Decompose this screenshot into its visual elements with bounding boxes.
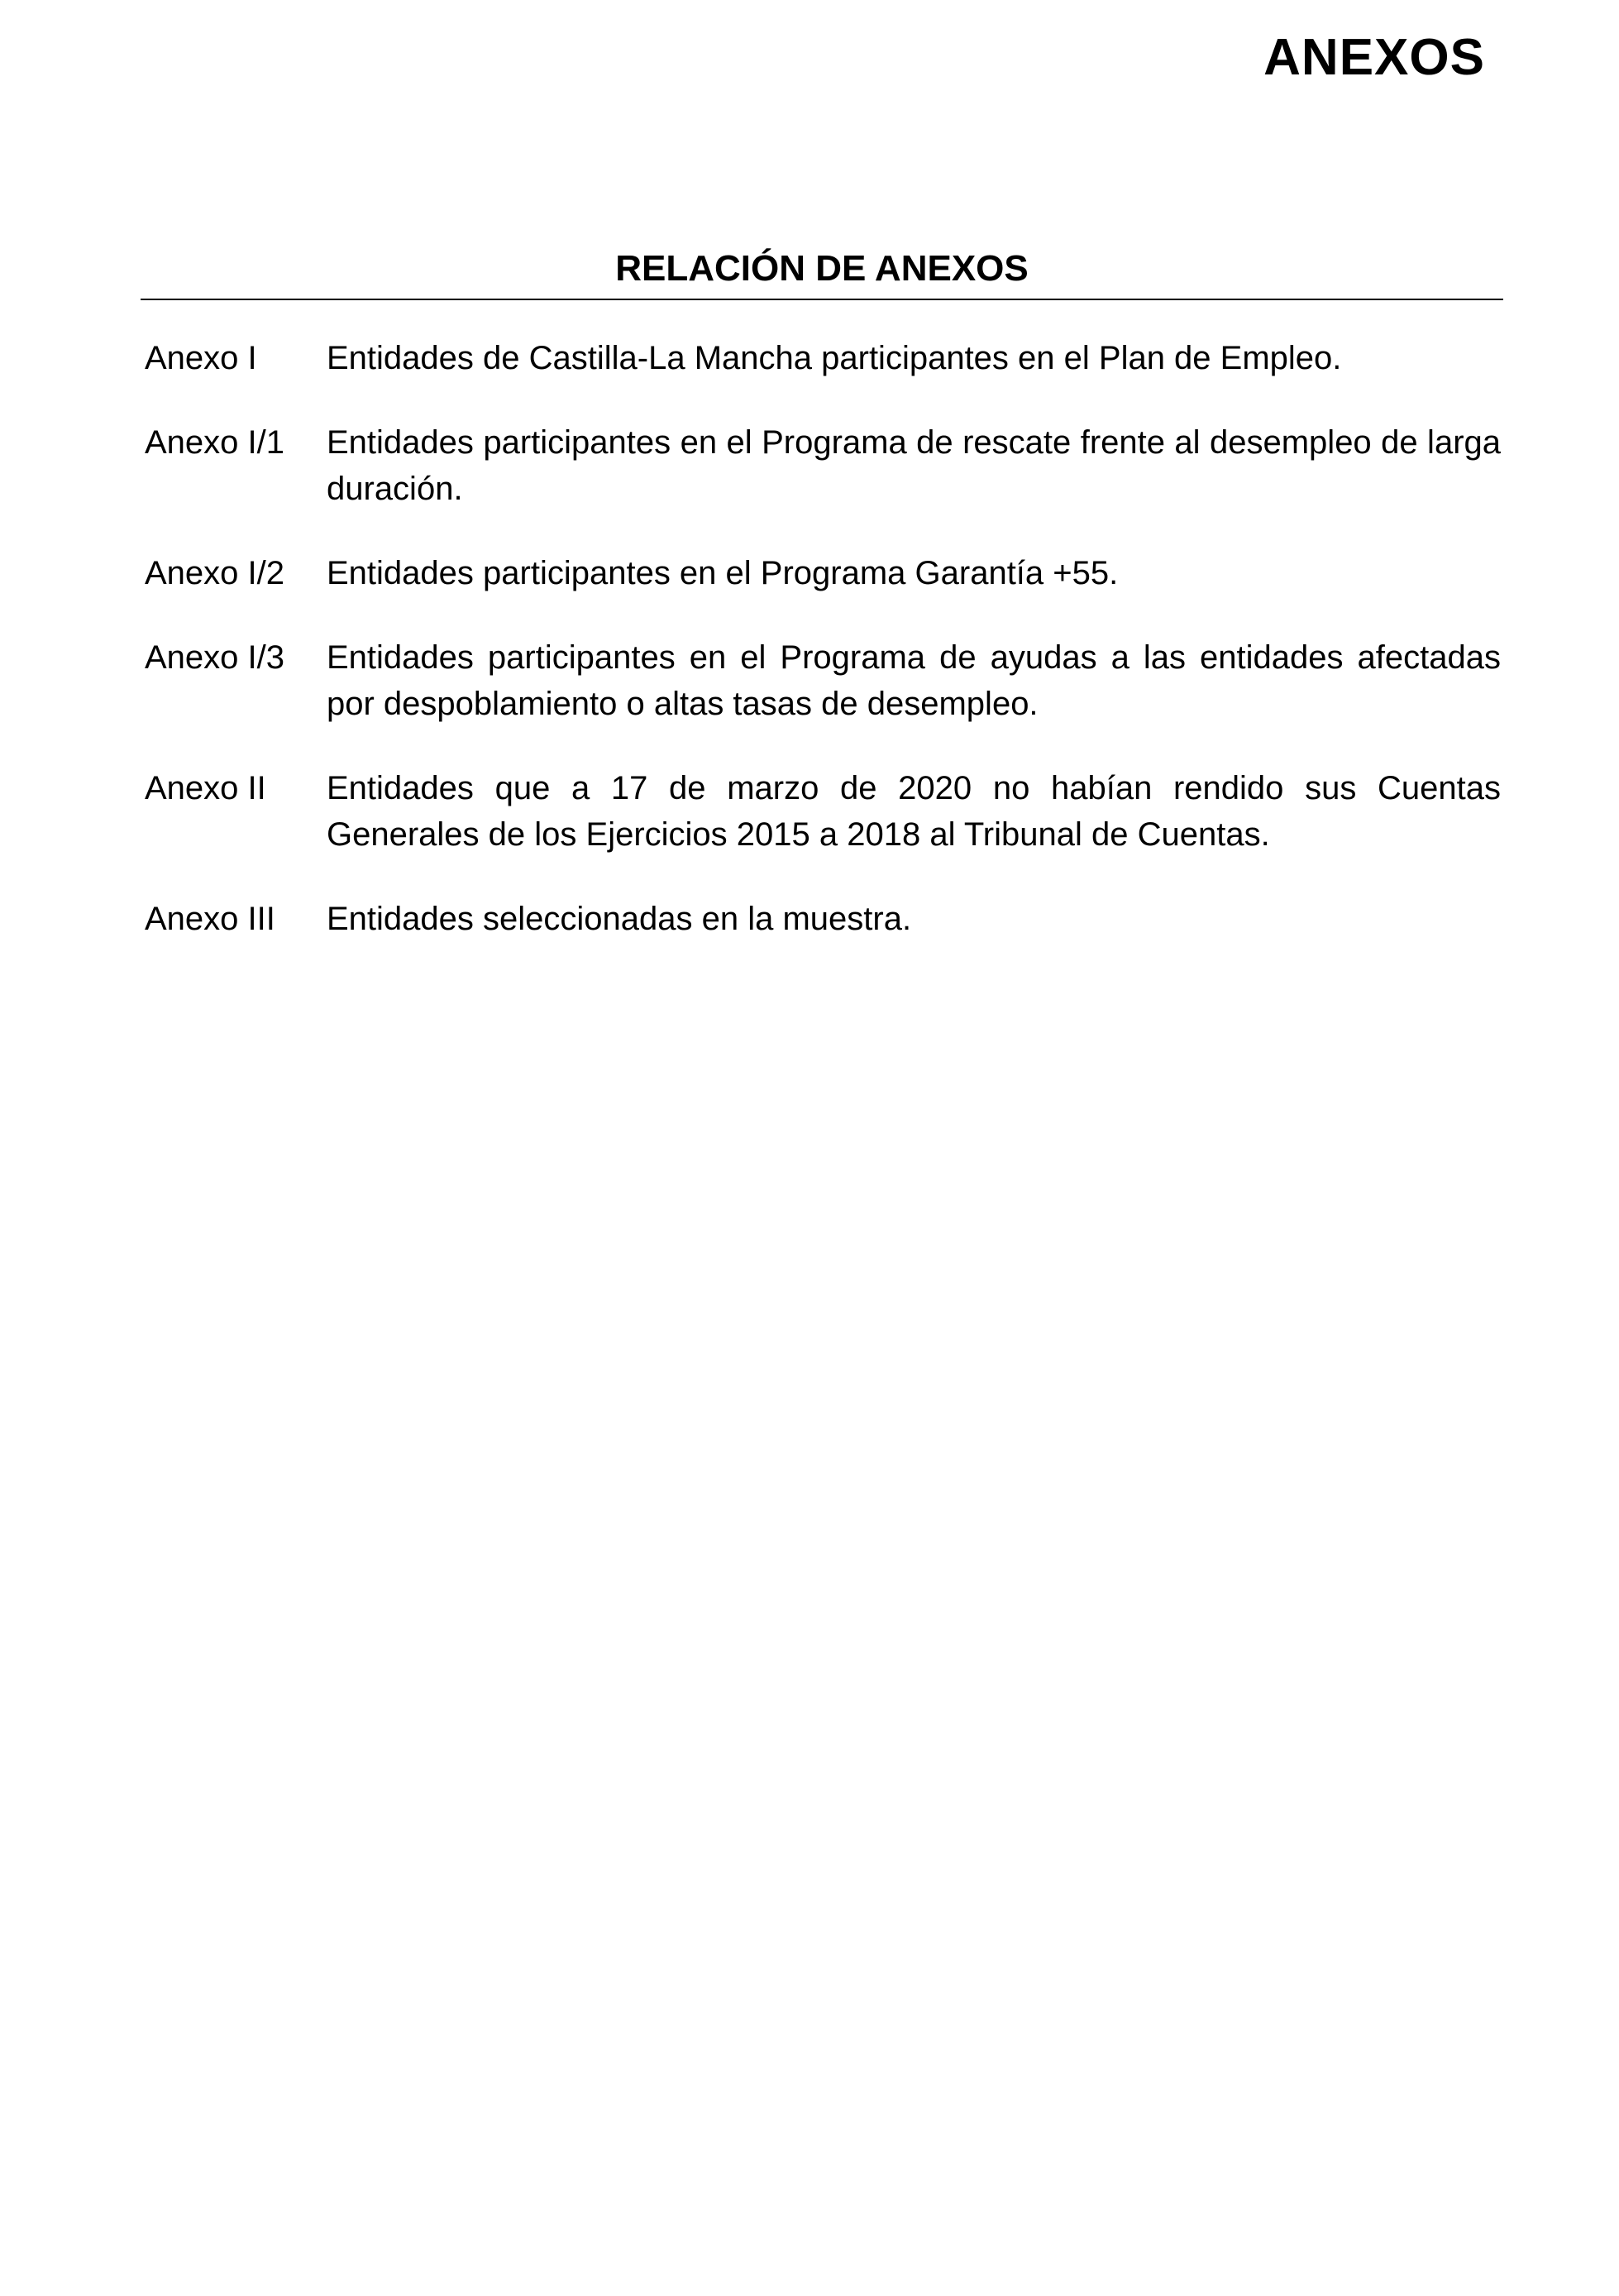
annex-description: Entidades que a 17 de marzo de 2020 no habían rendido sus Cuentas Generales de los Ejercicios 2015 a 2018 al Tribunal de Cuentas. xyxy=(327,770,1501,853)
page-header-title: ANEXOS xyxy=(1263,29,1485,86)
annex-label: Anexo II xyxy=(145,770,266,806)
annex-entry-ii xyxy=(145,765,1501,858)
annex-label: Anexo I/2 xyxy=(145,555,285,591)
annex-list xyxy=(145,335,1501,942)
annex-entry-i-3 xyxy=(145,634,1501,727)
annex-description: Entidades participantes en el Programa de ayudas a las entidades afectadas por despoblamiento o altas tasas de desempleo. xyxy=(327,639,1501,722)
section-title: RELACIÓN DE ANEXOS xyxy=(615,248,1029,289)
annex-description: Entidades de Castilla-La Mancha participantes en el Plan de Empleo. xyxy=(327,340,1342,376)
annex-description: Entidades seleccionadas en la muestra. xyxy=(327,901,912,937)
annex-label: Anexo III xyxy=(145,901,275,937)
section-divider xyxy=(141,299,1503,300)
annex-entry-i-1 xyxy=(145,419,1501,512)
annex-label: Anexo I/3 xyxy=(145,639,285,676)
annex-entry-i xyxy=(145,335,1501,381)
annex-description: Entidades participantes en el Programa de rescate frente al desempleo de larga duración. xyxy=(327,424,1501,507)
annex-entry-iii xyxy=(145,896,1501,942)
annex-label: Anexo I xyxy=(145,340,257,376)
annex-label: Anexo I/1 xyxy=(145,424,285,461)
annex-entry-i-2 xyxy=(145,550,1501,596)
annex-description: Entidades participantes en el Programa Garantía +55. xyxy=(327,555,1119,591)
